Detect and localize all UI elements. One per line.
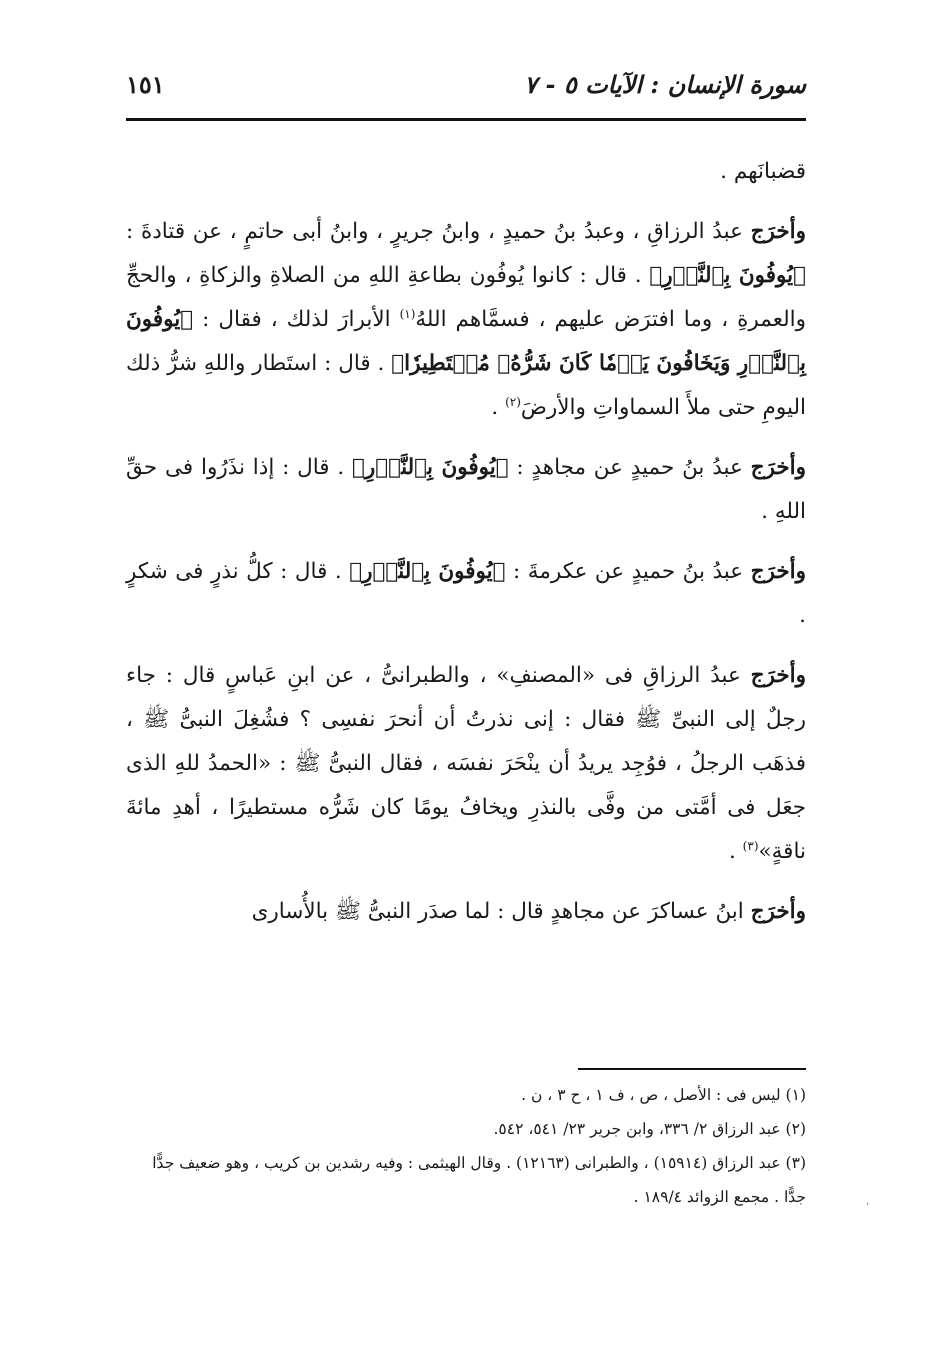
paragraph	[126, 446, 806, 534]
footnote-separator	[578, 1068, 806, 1070]
paragraph-text: الأبرارَ لذلك ، فقال :	[193, 307, 400, 332]
footnote: (٣) عبد الرزاق (١٥٩١٤) ، والطبرانى (١٢١٦٣) . وقال الهيثمى : وفيه رشدين بن كريب ، وهو ضعيف جدًّا جدًّا . مجمع الزوائد ١٨٩/٤ .	[152, 1154, 806, 1206]
paragraph	[126, 654, 806, 874]
footnotes	[126, 1078, 806, 1214]
page-number: ١٥١	[126, 70, 165, 99]
footnote: (١) ليس فى : الأصل ، ص ، ف ١ ، ح ٣ ، ن .	[521, 1086, 806, 1104]
scan-mark: ٬	[866, 1202, 870, 1213]
quran-quote: ﴿يُوفُونَ بِٱلنَّذۡرِ﴾	[649, 263, 806, 288]
paragraph	[126, 150, 806, 194]
paragraph-text: . قال : كانوا يُوفُون بطاعةِ اللهِ من الصلاةِ والزكاةِ ، والحجِّ والعمرةِ ، وما افترَض عليهم ، فسمَّاهم اللهُ	[126, 263, 806, 332]
paragraph	[126, 210, 806, 430]
paragraph-text: عبدُ الرزاقِ فى «المصنفِ» ، والطبرانىُّ ، عن ابنِ عَباسٍ قال : جاء رجلٌ إلى النبىِّ ﷺ فقال : إنى نذرتُ أن أنحرَ نفسِى ؟ فشُغِلَ النبىُّ ﷺ ، فذهَب الرجلُ ، فوُجِد يريدُ أن ينْحَرَ نفسَه ، فقال النبىُّ ﷺ : «الحمدُ للهِ الذى جعَل فى أمَّتى من وفَّى بالنذرِ ويخافُ يومًا كان شَرُّه مستطيرًا ، أهدِ مائةَ ناقةٍ»	[126, 663, 806, 864]
paragraph-text: .	[491, 395, 506, 420]
paragraph-text: . قال : استَطار واللهِ شرُّ ذلك اليومِ حتى ملأَ السماواتِ والأرضَ	[126, 351, 806, 420]
paragraph-text: عبدُ بنُ حميدٍ عن عكرمةَ :	[505, 559, 751, 584]
footnote-ref: (٣)	[742, 838, 759, 853]
paragraph-lead: وأخرَج	[750, 219, 806, 244]
paragraph-lead: وأخرَج	[750, 559, 806, 584]
paragraph-text: عبدُ الرزاقِ ، وعبدُ بنُ حميدٍ ، وابنُ جريرٍ ، وابنُ أبى حاتمٍ ، عن قتادةَ :	[126, 219, 751, 244]
running-header	[126, 62, 806, 112]
header-title: سورة الإنسان : الآيات ٥ - ٧	[524, 70, 806, 99]
paragraph-lead: وأخرَج	[750, 455, 806, 480]
quran-quote: ﴿يُوفُونَ بِٱلنَّذۡرِ﴾	[349, 559, 506, 584]
paragraph-text: ابنُ عساكرَ عن مجاهدٍ قال : لما صدَر النبىُّ ﷺ بالأُسارى	[251, 899, 751, 924]
footnote-ref: (٢)	[505, 394, 521, 409]
footnote-ref: (١)	[399, 306, 416, 321]
paragraph-lead: وأخرَج	[750, 899, 806, 924]
page-body	[126, 150, 806, 950]
quran-quote: ﴿يُوفُونَ بِٱلنَّذۡرِ وَيَخَافُونَ يَوۡمٗا كَانَ شَرُّهُۥ مُسۡتَطِيرٗا﴾	[126, 307, 806, 376]
paragraph-text: . قال : إذا نذَرُوا فى حقِّ اللهِ .	[126, 455, 806, 524]
paragraph-text: . قال : كلُّ نذرٍ فى شكرٍ .	[126, 559, 806, 628]
paragraph	[126, 890, 806, 934]
paragraph-text: .	[729, 839, 743, 864]
quran-quote: ﴿يُوفُونَ بِٱلنَّذۡرِ﴾	[352, 455, 509, 480]
header-rule	[126, 118, 806, 121]
footnote: (٢) عبد الرزاق ٢/ ٣٣٦، وابن جرير ٢٣/ ٥٤١، ٥٤٢.	[493, 1120, 806, 1138]
paragraph-text: عبدُ بنُ حميدٍ عن مجاهدٍ :	[508, 455, 751, 480]
paragraph-lead: وأخرَج	[750, 663, 806, 688]
paragraph	[126, 550, 806, 638]
paragraph-text: قضبانَهم .	[720, 159, 806, 184]
